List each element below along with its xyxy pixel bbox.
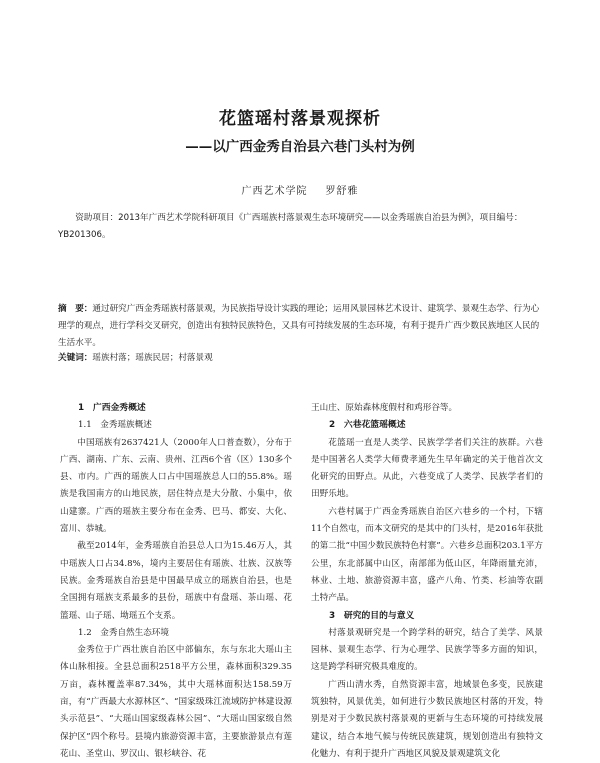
keywords-label: 关键词：	[58, 353, 93, 363]
right-column	[311, 400, 543, 763]
body-paragraph-continued: 王山庄、原始森林度假村和鸡形谷等。	[311, 403, 458, 413]
body-paragraph: 金秀位于广西壮族自治区中部偏东，东与东北大瑶山主体山脉相接。全县总面积2518平方公里，森林面积329.35万亩，森林覆盖率87.34%，其中大瑶林面积达158.59万亩，有“广西最大水源林区”、“国家级珠江流域防护林建设源头示范县”、“大瑶山国家级森林公园”、“大瑶山国家级自然保护区”四个称号。县境内旅游资源丰富，主要旅游景点有莲花山、圣堂山、罗汉山、银杉峡谷、花	[60, 645, 292, 759]
funding-note: 资助项目：2013年广西艺术学院科研项目《广西瑶族村落景观生态环境研究——以金秀瑶族自治县为例》，项目编号：YB201306。	[58, 213, 523, 240]
body-paragraph: 村落景观研究是一个跨学科的研究，结合了美学、风景园林、景观生态学、行为心理学、民族学等多方面的知识，这是跨学科研究极具难度的。	[311, 627, 543, 673]
author-name: 罗舒雅	[325, 186, 359, 197]
subsection-heading-1-2: 1.2 金秀自然生态环境	[78, 627, 170, 638]
body-paragraph: 中国瑶族有2637421人（2000年人口普查数），分布于广西、湖南、广东、云南、贵州、江西6个省（区）130多个县、市内。广西的瑶族人口占中国瑶族总人口的55.8%。瑶族是我国南方的山地民族，居住特点是大分散、小集中，依山建寨。广西的瑶族主要分布在金秀、巴马、都安、大化、富川、恭城。	[60, 437, 292, 535]
section-heading-2: 2 六巷花篮瑶概述	[329, 420, 406, 431]
body-paragraph: 花篮瑶一直是人类学、民族学学者们关注的族群。六巷是中国著名人类学大师费孝通先生早年确定的关于他首次文化研究的田野点。从此，六巷变成了人类学、民族学者们的田野乐地。	[311, 437, 543, 500]
abstract-label: 摘 要：	[58, 304, 93, 314]
section-heading-1: 1 广西金秀概述	[78, 403, 146, 413]
keywords	[58, 350, 542, 367]
keywords-text: 瑶族村落；瑶族民居；村落景观	[92, 353, 213, 363]
left-column	[60, 400, 292, 763]
body-paragraph: 六巷村属于广西金秀瑶族自治区六巷乡的一个村，下辖11个自然屯，而本文研究的是其中的门头村，是2016年获批的第二批“中国少数民族特色村寨”。六巷乡总面积203.1平方公里，东北部属中山区，南部部为低山区，年降雨量充沛，林业、土地、旅游资源丰富，盛产八角、竹类、杉油等农副土特产品。	[311, 506, 543, 604]
author-line	[0, 182, 600, 197]
article-subtitle: ——以广西金秀自治县六巷门头村为例	[185, 139, 415, 155]
abstract	[58, 301, 542, 352]
body-paragraph: 广西山清水秀，自然资源丰富，地域景色多变，民族建筑独特，风景优美，如何进行少数民族地区村落的开发，特别是对于少数民族村落景观的更新与生态环境的可持续发展建议，结合本地气候与传统民族建筑，规划创造出有独特文化魅力、有利于提升广西地区风貌及景观建筑文化	[311, 679, 543, 759]
article-title: 花篮瑶村落景观探析	[219, 109, 381, 129]
abstract-text: 通过研究广西金秀瑶族村落景观，为民族指导设计实践的理论；运用风景园林艺术设计、建筑学、景观生态学、行为心理学的观点，进行学科交叉研究，创造出有独特民族特色，又具有可持续发展的生态环境，有利于提升广西少数民族地区人民的生活水平。	[58, 304, 540, 348]
author-affiliation: 广西艺术学院	[241, 186, 308, 197]
section-heading-3: 3 研究的目的与意义	[329, 610, 415, 621]
body-paragraph: 截至2014年，金秀瑶族自治县总人口为15.46万人，其中瑶族人口占34.8%，境内主要居住有瑶族、壮族、汉族等民族。金秀瑶族自治县是中国最早成立的瑶族自治县，也是全国拥有瑶族支系最多的县份，瑶族中有盘瑶、茶山瑶、花篮瑶、山子瑶、坳瑶五个支系。	[60, 541, 292, 621]
subsection-heading-1-1: 1.1 金秀瑶族概述	[78, 420, 152, 431]
